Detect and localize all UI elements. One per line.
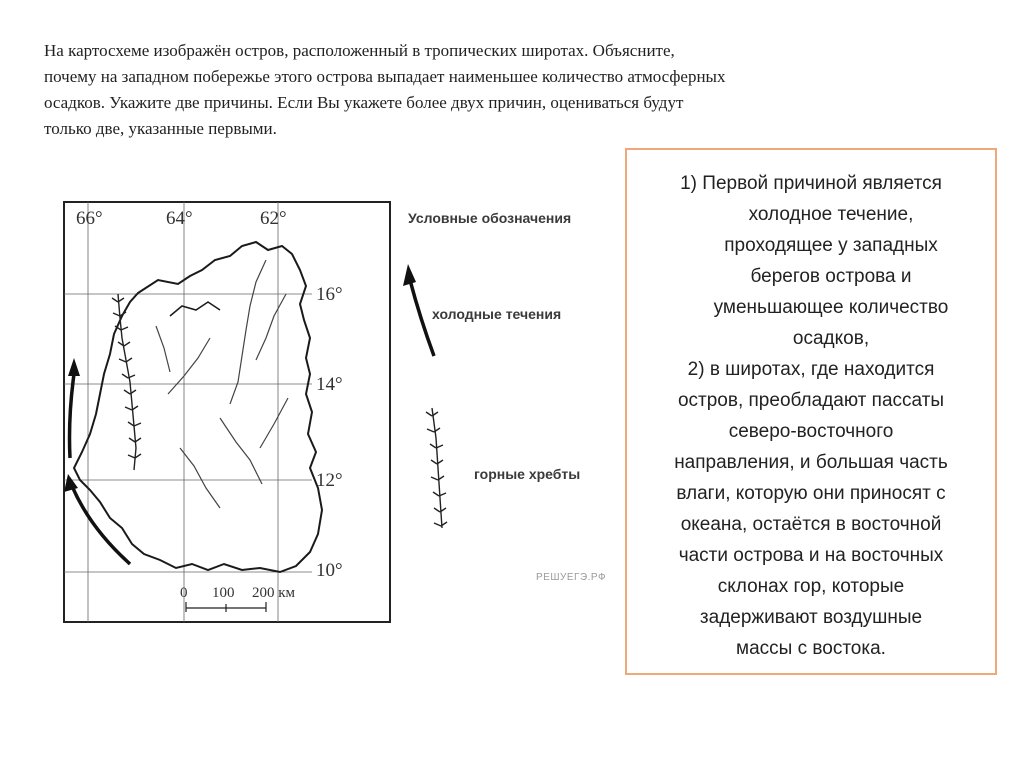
scale-tick-label: 0 xyxy=(180,585,188,601)
island-outline xyxy=(74,242,322,572)
scale-tick-label: 200 км xyxy=(252,585,296,601)
answer-line: задерживают воздушные xyxy=(699,607,923,628)
answer-line: 2) в широтах, где находится xyxy=(687,359,935,380)
latitude-label: 10° xyxy=(316,560,343,581)
answer-line: 1) Первой причиной является xyxy=(680,173,942,194)
island-map xyxy=(60,198,620,628)
map-grid xyxy=(64,202,312,622)
answer-line: океана, остаётся в восточной xyxy=(680,514,942,535)
watermark: РЕШУЕГЭ.РФ xyxy=(536,572,607,583)
cold-current-arrow xyxy=(72,486,130,564)
legend-title: Условные обозначения xyxy=(408,210,572,226)
answer-line: берегов острова и xyxy=(750,266,912,287)
question-text xyxy=(44,38,984,142)
answer-box xyxy=(625,148,997,675)
answer-line: влаги, которую они приносят с xyxy=(676,483,946,504)
answer-line: массы с востока. xyxy=(736,638,886,659)
question-line: только две, указанные первыми. xyxy=(44,119,277,138)
scale-bar xyxy=(186,602,266,612)
latitude-label: 14° xyxy=(316,374,343,395)
latitude-label: 16° xyxy=(316,284,343,305)
longitude-label: 62° xyxy=(260,208,287,229)
legend-mountain-icon xyxy=(426,408,447,528)
legend-cold-current-icon xyxy=(410,280,434,356)
answer-line: осадков, xyxy=(792,328,870,349)
longitude-label: 64° xyxy=(166,208,193,229)
scale-tick-label: 100 xyxy=(212,585,235,601)
longitude-label: 66° xyxy=(76,208,103,229)
question-line: почему на западном побережье этого острова выпадает наименьшее количество атмосферных xyxy=(44,67,726,86)
latitude-label: 12° xyxy=(316,470,343,491)
answer-text xyxy=(627,168,995,664)
answer-line: склонах гор, которые xyxy=(717,576,905,597)
answer-line: уменьшающее количество xyxy=(713,297,949,318)
mountain-ridge-symbol xyxy=(112,294,141,470)
map-frame xyxy=(64,202,390,622)
answer-line: остров, преобладают пассаты xyxy=(677,390,945,411)
answer-line: холодное течение, xyxy=(748,204,914,225)
question-line: На картосхеме изображён остров, расположенный в тропических широтах. Объясните, xyxy=(44,41,675,60)
question-line: осадков. Укажите две причины. Если Вы укажете более двух причин, оцениваться будут xyxy=(44,93,684,112)
answer-line: проходящее у западных xyxy=(724,235,938,256)
answer-line: части острова и на восточных xyxy=(678,545,944,566)
answer-line: направления, и большая часть xyxy=(674,452,948,473)
legend-mountain-ridges-label: горные хребты xyxy=(474,466,581,482)
answer-line: северо-восточного xyxy=(728,421,894,442)
cold-current-arrow xyxy=(70,374,75,458)
legend-cold-currents-label: холодные течения xyxy=(432,306,562,322)
